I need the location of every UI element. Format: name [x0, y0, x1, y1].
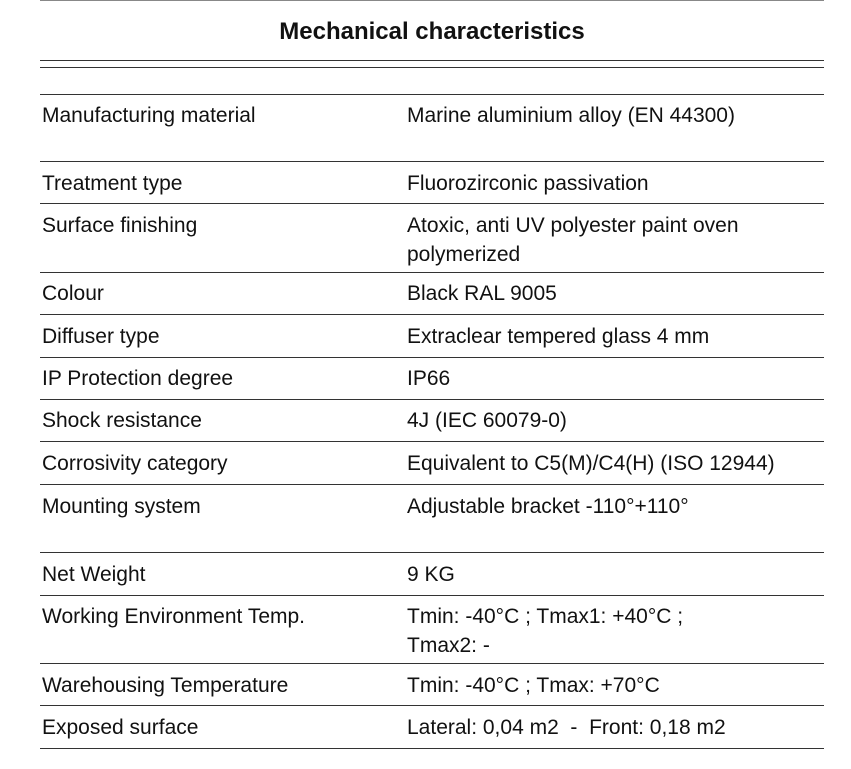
row-divider [40, 272, 824, 273]
row-value: Fluorozirconic passivation [407, 172, 649, 195]
table-border [40, 94, 824, 95]
row-divider [40, 357, 824, 358]
row-divider [40, 484, 824, 485]
row-value-continued: Tmax2: - [407, 634, 490, 657]
row-divider [40, 161, 824, 162]
row-value: Atoxic, anti UV polyester paint oven [407, 214, 739, 237]
row-value: Lateral: 0,04 m2 - Front: 0,18 m2 [407, 716, 726, 739]
row-label: Treatment type [42, 172, 183, 195]
row-divider [40, 203, 824, 204]
row-divider [40, 595, 824, 596]
row-label: Diffuser type [42, 325, 160, 348]
page-title: Mechanical characteristics [279, 18, 585, 45]
row-value: 4J (IEC 60079-0) [407, 409, 567, 432]
row-value: Extraclear tempered glass 4 mm [407, 325, 710, 348]
row-value: Adjustable bracket -110°+110° [407, 495, 689, 518]
row-value: Equivalent to C5(M)/C4(H) (ISO 12944) [407, 452, 775, 475]
row-label: Manufacturing material [42, 104, 256, 127]
row-divider [40, 314, 824, 315]
row-label: Surface finishing [42, 214, 198, 237]
top-rule [40, 0, 824, 1]
row-label: Working Environment Temp. [42, 605, 306, 628]
row-value-continued: polymerized [407, 243, 521, 266]
header-rule [40, 67, 824, 68]
row-value: Black RAL 9005 [407, 282, 557, 305]
row-value: Tmin: -40°C ; Tmax1: +40°C ; [407, 605, 684, 628]
row-value: Marine aluminium alloy (EN 44300) [407, 104, 735, 127]
row-divider [40, 399, 824, 400]
header-rule [40, 60, 824, 61]
table-bottom-border [40, 748, 824, 749]
row-value: Tmin: -40°C ; Tmax: +70°C [407, 674, 660, 697]
row-divider [40, 663, 824, 664]
row-label: Net Weight [42, 563, 146, 586]
row-label: Exposed surface [42, 716, 199, 739]
row-label: Colour [42, 282, 104, 305]
row-divider [40, 705, 824, 706]
row-label: Mounting system [42, 495, 201, 518]
row-label: IP Protection degree [42, 367, 234, 390]
row-value: IP66 [407, 367, 451, 390]
row-label: Warehousing Temperature [42, 674, 289, 697]
row-value: 9 KG [407, 563, 455, 586]
row-divider [40, 441, 824, 442]
row-label: Shock resistance [42, 409, 202, 432]
row-divider [40, 552, 824, 553]
row-label: Corrosivity category [42, 452, 228, 475]
